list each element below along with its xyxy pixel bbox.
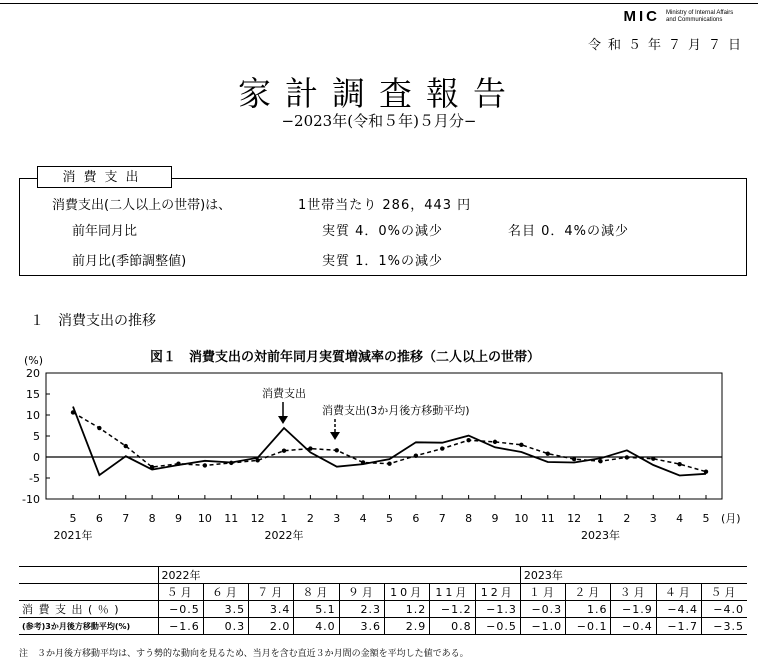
page-subtitle: −2023年(令和５年)５月分− [281,112,477,130]
x-tick-label: 4 [676,512,684,525]
y-tick-label: 20 [26,367,40,380]
x-tick-label: 7 [122,512,130,525]
moving-average-point [282,449,286,453]
x-tick-label: 4 [359,512,367,525]
logo-letters: MIC [623,8,660,25]
x-tick-label: 5 [386,512,393,525]
summary-row2-real: 実質 4．0%の減少 [322,224,444,239]
table-cell-moving-avg-10: −0.4 [611,618,656,635]
table-month-3: ８月 [294,584,339,601]
table-cell-spending-4: 2.3 [339,601,384,618]
table-month-8: １月 [520,584,565,601]
summary-row2-label: 前年同月比 [72,224,138,239]
y-tick-label: -10 [22,493,40,506]
table-cell-spending-9: 1.6 [566,601,611,618]
moving-average-point [414,454,418,458]
table-cell-moving-avg-6: 0.8 [430,618,475,635]
page-title: 家計調査報告 [238,74,520,113]
x-tick-label: 2 [623,512,631,525]
table-corner-2 [19,584,158,601]
moving-average-point [361,460,365,464]
x-tick-label: 11 [540,512,555,525]
logo-sub-line1: Ministry of Internal Affairs [666,9,734,16]
moving-average-point [677,462,681,466]
table-cell-spending-11: −4.4 [656,601,701,618]
moving-average-point [440,446,444,450]
table-cell-spending-2: 3.4 [249,601,294,618]
x-tick-label: 1 [280,512,288,525]
x-tick-label: 8 [148,512,156,525]
summary-row2-nominal: 名目 0．4%の減少 [508,224,630,239]
section-heading: １ 消費支出の推移 [30,313,156,329]
table-cell-spending-6: −1.2 [430,601,475,618]
table-month-4: ９月 [339,584,384,601]
y-tick-label: 0 [33,451,40,464]
table-month-2: ７月 [249,584,294,601]
logo-sub-line2: and Communications [666,16,723,23]
x-tick-label: 2 [306,512,314,525]
y-tick-label: 5 [33,430,40,443]
x-tick-label: 3 [649,512,657,525]
y-tick-label: 15 [26,388,40,401]
report-date: 令和５年７月７日 [587,38,748,53]
footnote: 注 ３か月後方移動平均は、すう勢的な動向を見るため、当月を含む直近３か月間の金額を平均した値である。 [19,649,469,659]
moving-average-point [704,470,708,474]
x-tick-label: 3 [333,512,341,525]
x-tick-label: 11 [224,512,239,525]
table-cell-spending-7: −1.3 [475,601,520,618]
moving-average-point [387,462,391,466]
table-year-2023: 2023年 [520,567,747,584]
moving-average-point [229,461,233,465]
table-cell-spending-0: −0.5 [158,601,203,618]
moving-average-point [466,438,470,442]
table-month-0: ５月 [158,584,203,601]
moving-average-point [546,451,550,455]
moving-average-point [124,444,128,448]
table-cell-moving-avg-2: 2.0 [249,618,294,635]
table-row2-label: (参考)3か月後方移動平均(%) [19,618,158,635]
table-cell-moving-avg-0: −1.6 [158,618,203,635]
x-tick-label: 8 [465,512,473,525]
table-cell-moving-avg-4: 3.6 [339,618,384,635]
table-row1-label: 消 費 支 出 ( ％ ) [19,601,158,618]
x-tick-label: 1 [597,512,604,525]
moving-average-point [203,463,207,467]
year-label: 2021年 [53,529,93,542]
summary-line1-value: 1世帯当たり 286，443 円 [298,198,472,213]
table-cell-moving-avg-1: 0.3 [203,618,248,635]
table-cell-spending-3: 5.1 [294,601,339,618]
x-tick-label: 6 [95,512,103,525]
x-tick-label: 12 [250,512,265,525]
moving-average-point [97,426,101,430]
table-cell-moving-avg-9: −0.1 [566,618,611,635]
table-cell-spending-10: −1.9 [611,601,656,618]
moving-average-point [572,457,576,461]
chart-title: 図１ 消費支出の対前年同月実質増減率の推移（二人以上の世帯） [150,350,541,365]
x-tick-label: 10 [514,512,529,525]
table-cell-moving-avg-8: −1.0 [520,618,565,635]
summary-row3-real: 実質 1．1%の減少 [322,254,444,269]
x-tick-label: 7 [438,512,446,525]
table-cell-moving-avg-12: −3.5 [702,618,747,635]
annotation-moving-average: 消費支出(3か月後方移動平均) [322,404,470,417]
moving-average-point [651,456,655,460]
table-month-6: 11月 [430,584,475,601]
table-row [19,618,747,635]
year-label: 2022年 [264,529,304,542]
summary-line1-label: 消費支出(二人以上の世帯)は、 [52,198,232,213]
table-month-7: 12月 [475,584,520,601]
table-month-row [19,584,747,601]
moving-average-point [598,459,602,463]
data-table [19,566,747,635]
moving-average-point [71,410,75,414]
x-tick-label: 5 [69,512,77,525]
table-month-1: ６月 [203,584,248,601]
table-row [19,601,747,618]
x-tick-label: 9 [491,512,499,525]
moving-average-point [176,462,180,466]
arrow-down-icon [330,432,340,440]
table-cell-moving-avg-11: −1.7 [656,618,701,635]
plot-frame [46,373,722,499]
table-month-9: ２月 [566,584,611,601]
top-rule [0,3,758,4]
moving-average-point [493,440,497,444]
table-corner [19,567,158,584]
y-axis-label: (%) [24,354,44,367]
x-tick-label: 10 [197,512,212,525]
table-cell-moving-avg-7: −0.5 [475,618,520,635]
logo-subtitle [666,10,752,24]
annotation-spending: 消費支出 [262,387,306,400]
table-cell-moving-avg-3: 4.0 [294,618,339,635]
table-cell-spending-12: −4.0 [702,601,747,618]
moving-average-point [255,458,259,462]
table-year-row [19,567,747,584]
summary-tab: 消費支出 [37,166,172,188]
year-label: 2023年 [581,529,620,542]
moving-average-point [308,446,312,450]
moving-average-point [519,443,523,447]
x-axis-label: (月) [721,512,741,525]
table-cell-spending-5: 1.2 [384,601,429,618]
x-tick-label: 12 [567,512,582,525]
table-month-10: ３月 [611,584,656,601]
moving-average-point [625,455,629,459]
table-cell-moving-avg-5: 2.9 [384,618,429,635]
y-tick-label: 10 [26,409,40,422]
moving-average-point [335,448,339,452]
table-month-11: ４月 [656,584,701,601]
table-month-5: 10月 [384,584,429,601]
table-cell-spending-1: 3.5 [203,601,248,618]
line-chart [0,340,758,550]
x-tick-label: 9 [175,512,182,525]
arrow-down-icon [278,416,288,424]
x-tick-label: 6 [412,512,420,525]
table-year-2022: 2022年 [158,567,520,584]
y-tick-label: -5 [29,472,40,485]
x-tick-label: 5 [702,512,710,525]
moving-average-point [150,465,154,469]
mic-logo [624,8,753,25]
summary-row3-label: 前月比(季節調整値) [72,254,187,269]
table-month-12: ５月 [702,584,747,601]
table-cell-spending-8: −0.3 [520,601,565,618]
